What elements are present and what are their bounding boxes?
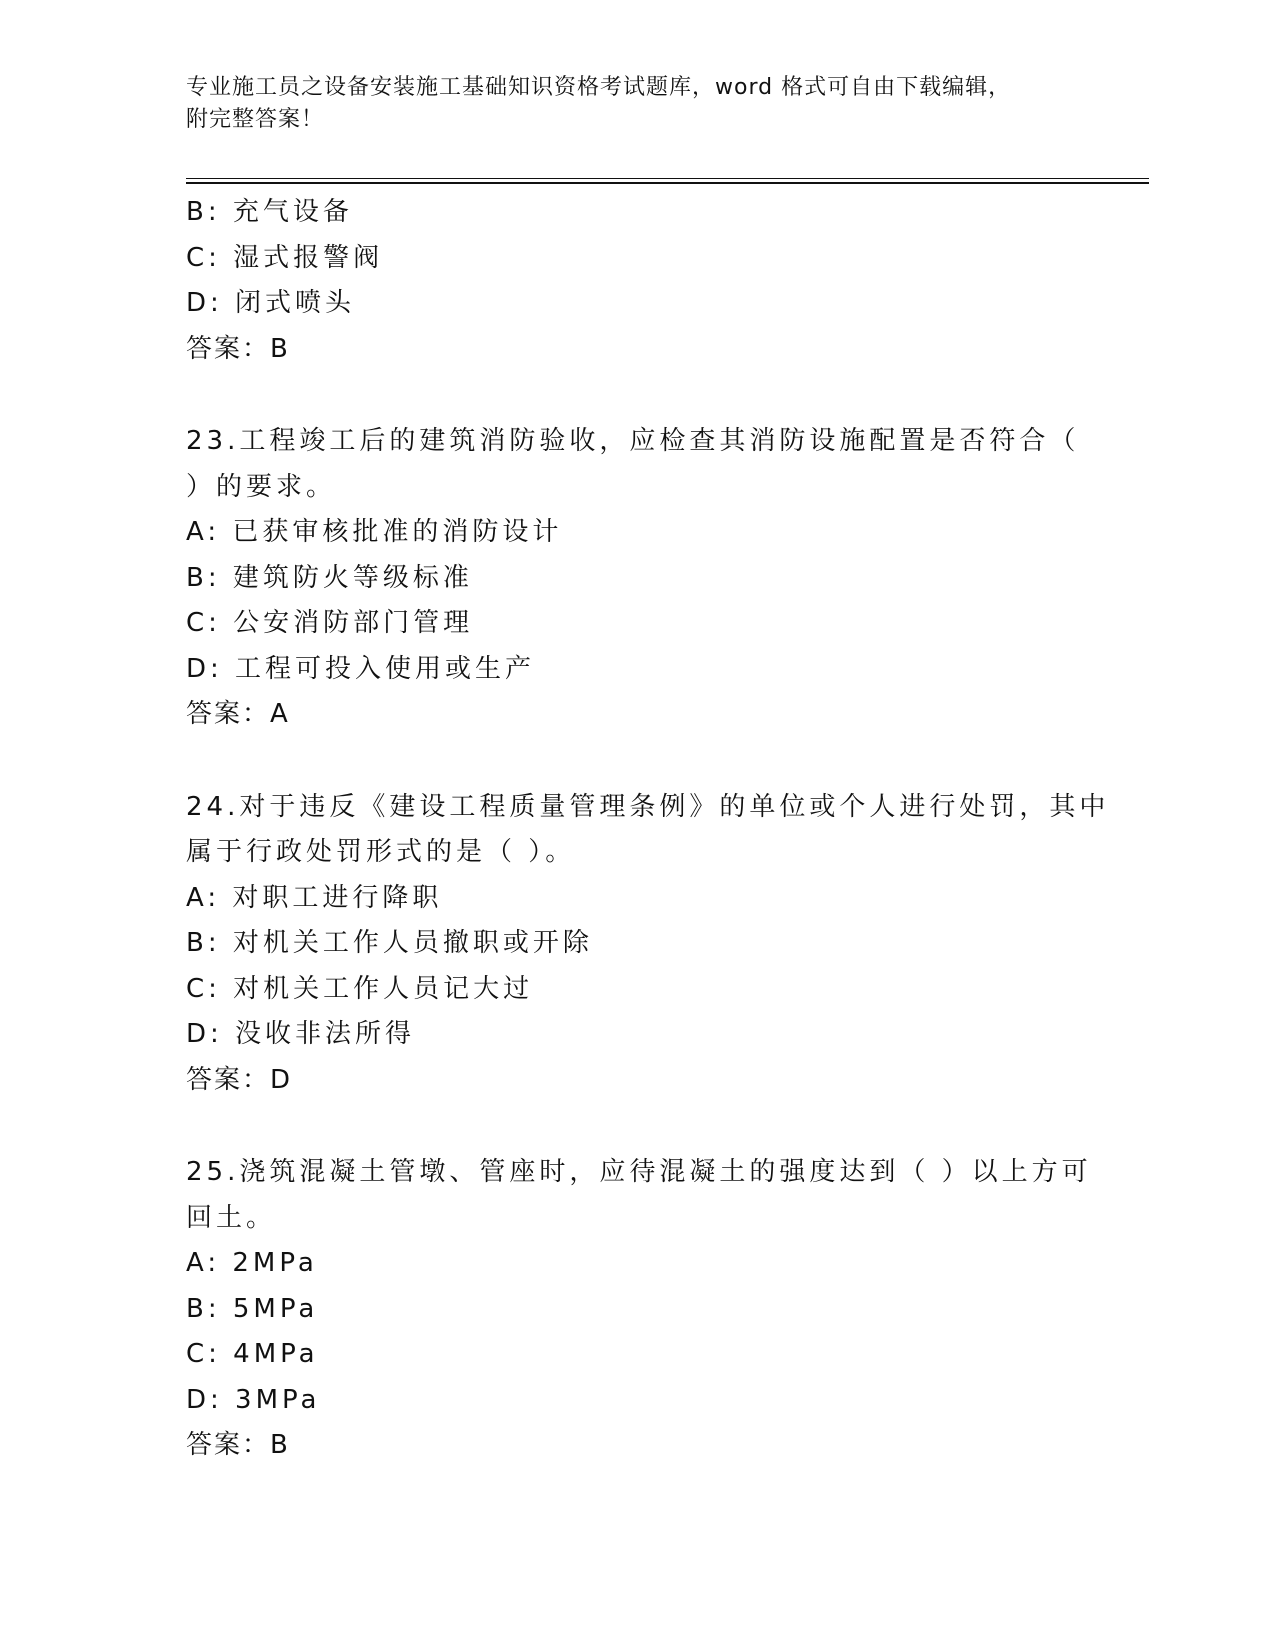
question-gap — [186, 1103, 1086, 1150]
option-d: D: 3MPa — [186, 1384, 321, 1415]
question-text-line-1: 24.对于违反《建设工程质量管理条例》的单位或个人进行处罚，其中 — [186, 791, 1110, 822]
question-text-line-1: 23.工程竣工后的建筑消防验收，应检查其消防设施配置是否符合（ — [186, 426, 1080, 456]
answer-line: 答案：D — [186, 1064, 293, 1095]
question-24 — [186, 785, 1110, 1104]
header-line-1: 专业施工员之设备安装施工基础知识资格考试题库，word 格式可自由下载编辑， — [186, 75, 1012, 100]
option-d: D: 工程可投入使用或生产 — [186, 653, 536, 684]
answer-line: 答案：B — [186, 1430, 290, 1460]
answer-line: 答案：B — [186, 333, 290, 364]
question-gap — [186, 738, 1086, 785]
option-a: A: 2MPa — [186, 1248, 318, 1278]
question-23 — [186, 419, 1086, 738]
option-b: B: 5MPa — [186, 1293, 319, 1324]
question-22 — [186, 190, 1086, 372]
option-b: B: 建筑防火等级标准 — [186, 562, 473, 593]
question-text-line-2: 属于行政处罚形式的是（ ）。 — [186, 837, 576, 867]
option-c: C: 4MPa — [186, 1339, 319, 1369]
option-c: C: 公安消防部门管理 — [186, 608, 474, 638]
header-divider-thick — [186, 182, 1149, 184]
option-b: B: 充气设备 — [186, 197, 353, 227]
document-header — [186, 72, 1066, 136]
header-divider-thin — [186, 178, 1149, 179]
header-line-2: 附完整答案！ — [186, 107, 325, 132]
option-a: A: 对职工进行降职 — [186, 882, 443, 913]
question-text-line-2: ）的要求。 — [186, 471, 337, 502]
option-a: A: 已获审核批准的消防设计 — [186, 517, 563, 547]
option-c: C: 对机关工作人员记大过 — [186, 973, 534, 1004]
option-d: D: 没收非法所得 — [186, 1019, 416, 1049]
option-c: C: 湿式报警阀 — [186, 242, 384, 273]
question-text-line-2: 回土。 — [186, 1202, 277, 1233]
question-25 — [186, 1150, 1092, 1469]
question-gap — [186, 372, 1086, 419]
option-b: B: 对机关工作人员撤职或开除 — [186, 928, 593, 958]
question-list — [186, 190, 1110, 1469]
question-text-line-1: 25.浇筑混凝土管墩、管座时，应待混凝土的强度达到（ ）以上方可 — [186, 1157, 1092, 1187]
option-d: D: 闭式喷头 — [186, 288, 356, 318]
answer-line: 答案：A — [186, 699, 290, 729]
